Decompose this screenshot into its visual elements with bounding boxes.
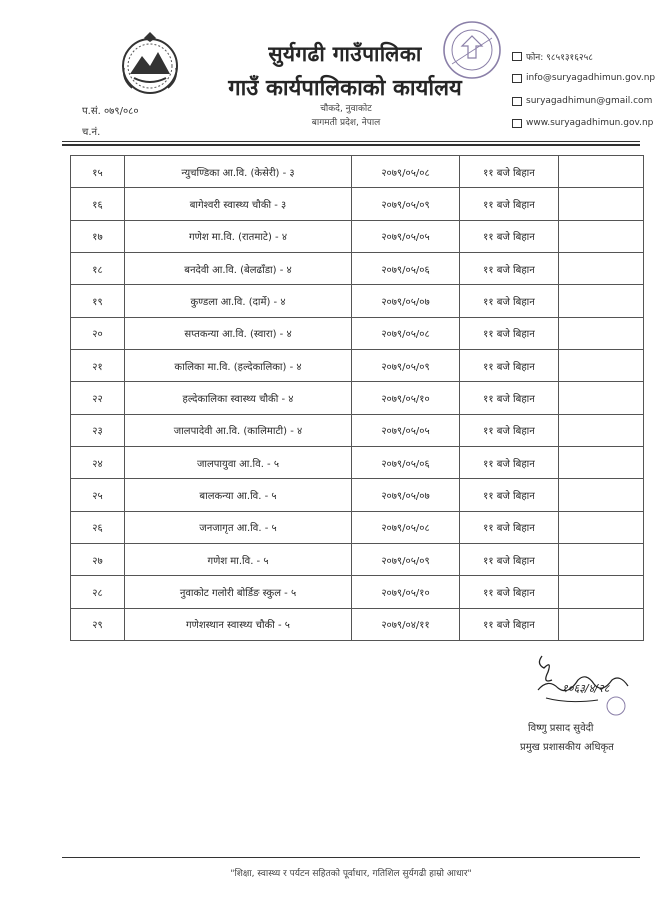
table-row bbox=[71, 349, 644, 381]
table-row bbox=[71, 252, 644, 284]
contact-email-info-text[interactable]: info@suryagadhimun.gov.np bbox=[526, 73, 656, 83]
date-cell: २०७९/०५/०६ bbox=[352, 252, 460, 284]
serial-number-cell: २१ bbox=[71, 349, 125, 381]
schedule-body bbox=[71, 156, 644, 641]
time-cell: ११ बजे बिहान bbox=[460, 156, 559, 188]
venue-cell: जालपादेवी आ.वि. (कालिमाटी) - ४ bbox=[125, 414, 352, 446]
table-row bbox=[71, 188, 644, 220]
signatory-designation: प्रमुख प्रशासकीय अधिकृत bbox=[520, 742, 614, 753]
table-row bbox=[71, 479, 644, 511]
contact-phone bbox=[512, 50, 593, 63]
contact-phone-text: फोन: ९८५१३१६२५८ bbox=[526, 53, 593, 63]
date-cell: २०७९/०५/०८ bbox=[352, 511, 460, 543]
venue-cell: बनदेवी आ.वि. (बेलढाँडा) - ४ bbox=[125, 252, 352, 284]
date-cell: २०७९/०५/०८ bbox=[352, 317, 460, 349]
date-cell: २०७९/०५/०९ bbox=[352, 188, 460, 220]
dispatch-number: च.नं. bbox=[82, 127, 101, 138]
remarks-cell bbox=[559, 156, 644, 188]
signature-date-scribble: १०६३/४/२८ bbox=[562, 682, 610, 695]
serial-number-cell: १९ bbox=[71, 285, 125, 317]
time-cell: ११ बजे बिहान bbox=[460, 252, 559, 284]
venue-cell: जालपायुवा आ.वि. - ५ bbox=[125, 446, 352, 478]
date-cell: २०७९/०५/०९ bbox=[352, 543, 460, 575]
venue-cell: हल्देकालिका स्वास्थ्य चौकी - ४ bbox=[125, 382, 352, 414]
venue-cell: जनजागृत आ.वि. - ५ bbox=[125, 511, 352, 543]
email-icon bbox=[512, 97, 522, 106]
date-cell: २०७९/०५/१० bbox=[352, 576, 460, 608]
contact-website[interactable] bbox=[512, 118, 653, 128]
time-cell: ११ बजे बिहान bbox=[460, 349, 559, 381]
serial-number-cell: २६ bbox=[71, 511, 125, 543]
serial-number-cell: २७ bbox=[71, 543, 125, 575]
time-cell: ११ बजे बिहान bbox=[460, 608, 559, 640]
footer-slogan: "शिक्षा, स्वास्थ्य र पर्यटन सहितको पूर्वाधार, गतिशिल सुर्यगढी हाम्रो आधार" bbox=[230, 869, 472, 879]
venue-cell: गणेश मा.वि. (रातमाटे) - ४ bbox=[125, 220, 352, 252]
phone-icon bbox=[512, 52, 522, 61]
remarks-cell bbox=[559, 285, 644, 317]
office-stamp-icon bbox=[440, 18, 504, 82]
handwritten-signature bbox=[528, 650, 638, 716]
table-row bbox=[71, 608, 644, 640]
table-row bbox=[71, 382, 644, 414]
venue-cell: नुवाकोट गलोरी बोर्डिङ स्कुल - ५ bbox=[125, 576, 352, 608]
venue-cell: गणेशस्थान स्वास्थ्य चौकी - ५ bbox=[125, 608, 352, 640]
venue-cell: कालिका मा.वि. (हल्देकालिका) - ४ bbox=[125, 349, 352, 381]
office-name: गाउँ कार्यपालिकाको कार्यालय bbox=[228, 76, 462, 101]
time-cell: ११ बजे बिहान bbox=[460, 317, 559, 349]
email-icon bbox=[512, 74, 522, 83]
footer-divider bbox=[62, 857, 640, 858]
contact-website-text[interactable]: www.suryagadhimun.gov.np bbox=[526, 118, 654, 128]
serial-number-cell: २९ bbox=[71, 608, 125, 640]
time-cell: ११ बजे बिहान bbox=[460, 414, 559, 446]
venue-cell: बालकन्या आ.वि. - ५ bbox=[125, 479, 352, 511]
remarks-cell bbox=[559, 479, 644, 511]
date-cell: २०७९/०५/१० bbox=[352, 382, 460, 414]
serial-number-cell: २८ bbox=[71, 576, 125, 608]
reference-number: प.सं. ०७९/०८० bbox=[82, 106, 139, 117]
serial-number-cell: २३ bbox=[71, 414, 125, 446]
remarks-cell bbox=[559, 414, 644, 446]
remarks-cell bbox=[559, 349, 644, 381]
government-emblem-icon bbox=[114, 28, 186, 100]
time-cell: ११ बजे बिहान bbox=[460, 220, 559, 252]
table-row bbox=[71, 220, 644, 252]
remarks-cell bbox=[559, 446, 644, 478]
table-row bbox=[71, 576, 644, 608]
website-icon bbox=[512, 119, 522, 128]
time-cell: ११ बजे बिहान bbox=[460, 188, 559, 220]
date-cell: २०७९/०५/०५ bbox=[352, 220, 460, 252]
remarks-cell bbox=[559, 511, 644, 543]
serial-number-cell: १६ bbox=[71, 188, 125, 220]
serial-number-cell: १५ bbox=[71, 156, 125, 188]
remarks-cell bbox=[559, 576, 644, 608]
time-cell: ११ बजे बिहान bbox=[460, 543, 559, 575]
municipality-name: सुर्यगढी गाउँपालिका bbox=[268, 42, 422, 66]
time-cell: ११ बजे बिहान bbox=[460, 576, 559, 608]
date-cell: २०७९/०५/०७ bbox=[352, 285, 460, 317]
remarks-cell bbox=[559, 543, 644, 575]
table-row bbox=[71, 414, 644, 446]
table-row bbox=[71, 156, 644, 188]
serial-number-cell: २० bbox=[71, 317, 125, 349]
remarks-cell bbox=[559, 252, 644, 284]
date-cell: २०७९/०५/०७ bbox=[352, 479, 460, 511]
remarks-cell bbox=[559, 608, 644, 640]
header-divider-thick bbox=[62, 144, 640, 146]
time-cell: ११ बजे बिहान bbox=[460, 285, 559, 317]
table-row bbox=[71, 285, 644, 317]
serial-number-cell: १७ bbox=[71, 220, 125, 252]
remarks-cell bbox=[559, 382, 644, 414]
date-cell: २०७९/०५/०५ bbox=[352, 414, 460, 446]
time-cell: ११ बजे बिहान bbox=[460, 446, 559, 478]
time-cell: ११ बजे बिहान bbox=[460, 479, 559, 511]
contact-email-gmail[interactable] bbox=[512, 96, 652, 106]
table-row bbox=[71, 543, 644, 575]
serial-number-cell: १८ bbox=[71, 252, 125, 284]
header-divider bbox=[62, 141, 640, 142]
date-cell: २०७९/०५/०६ bbox=[352, 446, 460, 478]
serial-number-cell: २४ bbox=[71, 446, 125, 478]
table-row bbox=[71, 446, 644, 478]
contact-email-info[interactable] bbox=[512, 73, 655, 83]
contact-email-gmail-text[interactable]: suryagadhimun@gmail.com bbox=[526, 96, 653, 106]
serial-number-cell: २५ bbox=[71, 479, 125, 511]
venue-cell: न्युचण्डिका आ.वि. (केसेरी) - ३ bbox=[125, 156, 352, 188]
venue-cell: कुण्डला आ.वि. (दार्मे) - ४ bbox=[125, 285, 352, 317]
time-cell: ११ बजे बिहान bbox=[460, 382, 559, 414]
venue-cell: गणेश मा.वि. - ५ bbox=[125, 543, 352, 575]
remarks-cell bbox=[559, 317, 644, 349]
date-cell: २०७९/०४/११ bbox=[352, 608, 460, 640]
address-line-2: बागमती प्रदेश, नेपाल bbox=[311, 118, 381, 128]
address-line-1: चौकदे, नुवाकोट bbox=[320, 104, 372, 114]
remarks-cell bbox=[559, 220, 644, 252]
remarks-cell bbox=[559, 188, 644, 220]
venue-cell: सप्तकन्या आ.वि. (स्वारा) - ४ bbox=[125, 317, 352, 349]
schedule-table bbox=[70, 155, 644, 641]
venue-cell: बागेश्वरी स्वास्थ्य चौकी - ३ bbox=[125, 188, 352, 220]
table-row bbox=[71, 317, 644, 349]
signatory-name: विष्णु प्रसाद सुवेदी bbox=[528, 723, 594, 734]
date-cell: २०७९/०५/०८ bbox=[352, 156, 460, 188]
table-row bbox=[71, 511, 644, 543]
date-cell: २०७९/०५/०९ bbox=[352, 349, 460, 381]
serial-number-cell: २२ bbox=[71, 382, 125, 414]
time-cell: ११ बजे बिहान bbox=[460, 511, 559, 543]
